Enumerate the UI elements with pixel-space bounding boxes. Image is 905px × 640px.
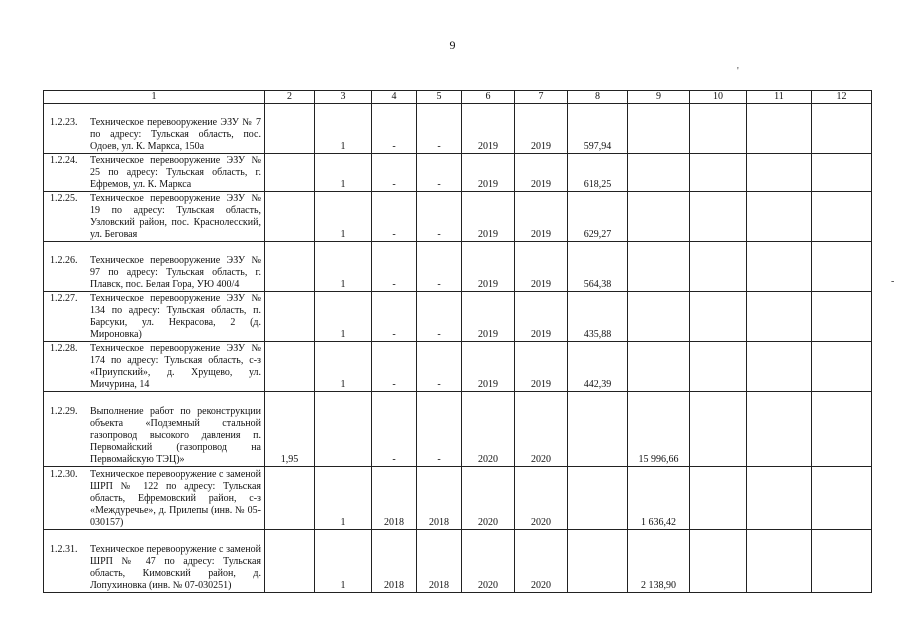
cell-col-8 <box>568 467 628 530</box>
cell-col-5: - <box>417 292 462 342</box>
cell-col-6: 2020 <box>462 467 515 530</box>
cell-col-12 <box>812 292 872 342</box>
cell-col-11 <box>747 467 812 530</box>
data-table <box>43 90 872 593</box>
cell-col-5: - <box>417 342 462 392</box>
cell-col-6: 2019 <box>462 242 515 292</box>
cell-col-4: - <box>372 242 417 292</box>
column-header: 1 <box>44 91 265 104</box>
cell-col-3: 1 <box>315 192 372 242</box>
table-row <box>44 104 872 154</box>
item-code: 1.2.29. <box>50 406 78 417</box>
cell-col-6: 2020 <box>462 530 515 593</box>
cell-col-10 <box>690 292 747 342</box>
item-code: 1.2.28. <box>50 343 78 354</box>
item-cell <box>44 154 265 192</box>
table-row <box>44 342 872 392</box>
item-code: 1.2.30. <box>50 469 78 480</box>
item-cell <box>44 292 265 342</box>
cell-col-6: 2019 <box>462 154 515 192</box>
item-description: Техническое перевооружение ЭЗУ № 19 по адресу: Тульская область, Узловский район, пос. Краснолесский, ул. Беговая <box>90 193 261 240</box>
item-cell <box>44 242 265 292</box>
cell-col-7: 2019 <box>515 292 568 342</box>
cell-col-11 <box>747 192 812 242</box>
cell-col-6: 2019 <box>462 104 515 154</box>
cell-col-7: 2020 <box>515 467 568 530</box>
column-header: 12 <box>812 91 872 104</box>
cell-col-5: - <box>417 392 462 467</box>
item-cell <box>44 192 265 242</box>
cell-col-5: - <box>417 192 462 242</box>
item-code: 1.2.23. <box>50 117 78 128</box>
cell-col-8: 597,94 <box>568 104 628 154</box>
cell-col-7: 2019 <box>515 154 568 192</box>
stray-mark: - <box>891 276 895 287</box>
cell-col-9: 15 996,66 <box>628 392 690 467</box>
cell-col-6: 2020 <box>462 392 515 467</box>
cell-col-7: 2019 <box>515 104 568 154</box>
item-cell <box>44 392 265 467</box>
cell-col-4: 2018 <box>372 467 417 530</box>
cell-col-5: - <box>417 242 462 292</box>
table-row <box>44 392 872 467</box>
cell-col-6: 2019 <box>462 342 515 392</box>
column-header: 10 <box>690 91 747 104</box>
cell-col-7: 2019 <box>515 242 568 292</box>
cell-col-2 <box>265 104 315 154</box>
item-cell <box>44 342 265 392</box>
cell-col-12 <box>812 530 872 593</box>
cell-col-7: 2019 <box>515 192 568 242</box>
cell-col-4: - <box>372 154 417 192</box>
table-row <box>44 530 872 593</box>
stray-mark: ' <box>737 66 739 77</box>
item-description: Техническое перевооружение ЭЗУ № 97 по адресу: Тульская область, г. Плавск, пос. Белая Гора, УЮ 400/4 <box>90 255 261 290</box>
cell-col-12 <box>812 154 872 192</box>
header-row <box>44 91 872 104</box>
column-header: 4 <box>372 91 417 104</box>
table-row <box>44 242 872 292</box>
cell-col-2 <box>265 292 315 342</box>
column-header: 7 <box>515 91 568 104</box>
table-row <box>44 292 872 342</box>
column-header: 5 <box>417 91 462 104</box>
column-header: 11 <box>747 91 812 104</box>
cell-col-7: 2019 <box>515 342 568 392</box>
cell-col-3: 1 <box>315 104 372 154</box>
item-code: 1.2.31. <box>50 544 78 555</box>
cell-col-9 <box>628 154 690 192</box>
cell-col-10 <box>690 342 747 392</box>
cell-col-9 <box>628 192 690 242</box>
cell-col-8: 618,25 <box>568 154 628 192</box>
cell-col-11 <box>747 242 812 292</box>
cell-col-4: 2018 <box>372 530 417 593</box>
cell-col-10 <box>690 530 747 593</box>
item-code: 1.2.25. <box>50 193 78 204</box>
cell-col-8 <box>568 392 628 467</box>
cell-col-3: 1 <box>315 342 372 392</box>
table-row <box>44 467 872 530</box>
item-description: Техническое перевооружение ЭЗУ № 25 по адресу: Тульская область, г. Ефремов, ул. К. Маркса <box>90 155 261 190</box>
cell-col-12 <box>812 192 872 242</box>
cell-col-5: - <box>417 154 462 192</box>
column-header: 8 <box>568 91 628 104</box>
column-header: 2 <box>265 91 315 104</box>
item-description: Техническое перевооружение с заменой ШРП № 47 по адресу: Тульская область, Кимовский район, д. Лопухиновка (инв. № 07-030251) <box>90 544 261 591</box>
cell-col-11 <box>747 530 812 593</box>
cell-col-9: 1 636,42 <box>628 467 690 530</box>
cell-col-2 <box>265 530 315 593</box>
item-description: Техническое перевооружение ЭЗУ № 7 по адресу: Тульская область, пос. Одоев, ул. К. Маркса, 150а <box>90 117 261 152</box>
cell-col-3: 1 <box>315 292 372 342</box>
cell-col-10 <box>690 154 747 192</box>
cell-col-8: 564,38 <box>568 242 628 292</box>
item-code: 1.2.27. <box>50 293 78 304</box>
cell-col-9: 2 138,90 <box>628 530 690 593</box>
column-header: 6 <box>462 91 515 104</box>
cell-col-10 <box>690 242 747 292</box>
cell-col-3: 1 <box>315 154 372 192</box>
cell-col-3: 1 <box>315 530 372 593</box>
column-header: 3 <box>315 91 372 104</box>
column-header: 9 <box>628 91 690 104</box>
item-cell <box>44 467 265 530</box>
cell-col-2 <box>265 342 315 392</box>
cell-col-2 <box>265 242 315 292</box>
page-number: 9 <box>449 38 456 52</box>
cell-col-10 <box>690 392 747 467</box>
cell-col-4: - <box>372 292 417 342</box>
item-cell <box>44 104 265 154</box>
cell-col-7: 2020 <box>515 530 568 593</box>
cell-col-3 <box>315 392 372 467</box>
cell-col-8: 629,27 <box>568 192 628 242</box>
cell-col-3: 1 <box>315 242 372 292</box>
cell-col-12 <box>812 242 872 292</box>
cell-col-5: 2018 <box>417 530 462 593</box>
cell-col-11 <box>747 154 812 192</box>
item-cell <box>44 530 265 593</box>
cell-col-9 <box>628 342 690 392</box>
cell-col-7: 2020 <box>515 392 568 467</box>
cell-col-6: 2019 <box>462 192 515 242</box>
cell-col-12 <box>812 342 872 392</box>
cell-col-3: 1 <box>315 467 372 530</box>
cell-col-10 <box>690 467 747 530</box>
cell-col-9 <box>628 292 690 342</box>
cell-col-4: - <box>372 392 417 467</box>
cell-col-11 <box>747 392 812 467</box>
cell-col-9 <box>628 242 690 292</box>
item-description: Техническое перевооружение ЭЗУ № 134 по адресу: Тульская область, п. Барсуки, ул. Некрасова, 2 (д. Мироновка) <box>90 293 261 340</box>
cell-col-4: - <box>372 342 417 392</box>
cell-col-2: 1,95 <box>265 392 315 467</box>
cell-col-10 <box>690 104 747 154</box>
cell-col-9 <box>628 104 690 154</box>
cell-col-11 <box>747 292 812 342</box>
table-row <box>44 154 872 192</box>
item-code: 1.2.24. <box>50 155 78 166</box>
item-description: Выполнение работ по реконструкции объекта «Подземный стальной газопровод высокого давления п. Первомайский (газопровод на Первомайскую ТЭЦ)» <box>90 406 261 465</box>
item-description: Техническое перевооружение с заменой ШРП № 122 по адресу: Тульская область, Ефремовский район, с-з «Междуречье», д. Прилепы (инв. № 05-030157) <box>90 469 261 528</box>
cell-col-8 <box>568 530 628 593</box>
table-row <box>44 192 872 242</box>
cell-col-12 <box>812 392 872 467</box>
cell-col-8: 442,39 <box>568 342 628 392</box>
item-description: Техническое перевооружение ЭЗУ № 174 по адресу: Тульская область, с-з «Приупский», д. Хрущево, ул. Мичурина, 14 <box>90 343 261 390</box>
item-code: 1.2.26. <box>50 255 78 266</box>
cell-col-12 <box>812 467 872 530</box>
cell-col-5: 2018 <box>417 467 462 530</box>
cell-col-2 <box>265 467 315 530</box>
cell-col-11 <box>747 104 812 154</box>
cell-col-12 <box>812 104 872 154</box>
cell-col-11 <box>747 342 812 392</box>
cell-col-2 <box>265 154 315 192</box>
cell-col-5: - <box>417 104 462 154</box>
cell-col-10 <box>690 192 747 242</box>
cell-col-4: - <box>372 192 417 242</box>
cell-col-6: 2019 <box>462 292 515 342</box>
cell-col-8: 435,88 <box>568 292 628 342</box>
cell-col-2 <box>265 192 315 242</box>
cell-col-4: - <box>372 104 417 154</box>
